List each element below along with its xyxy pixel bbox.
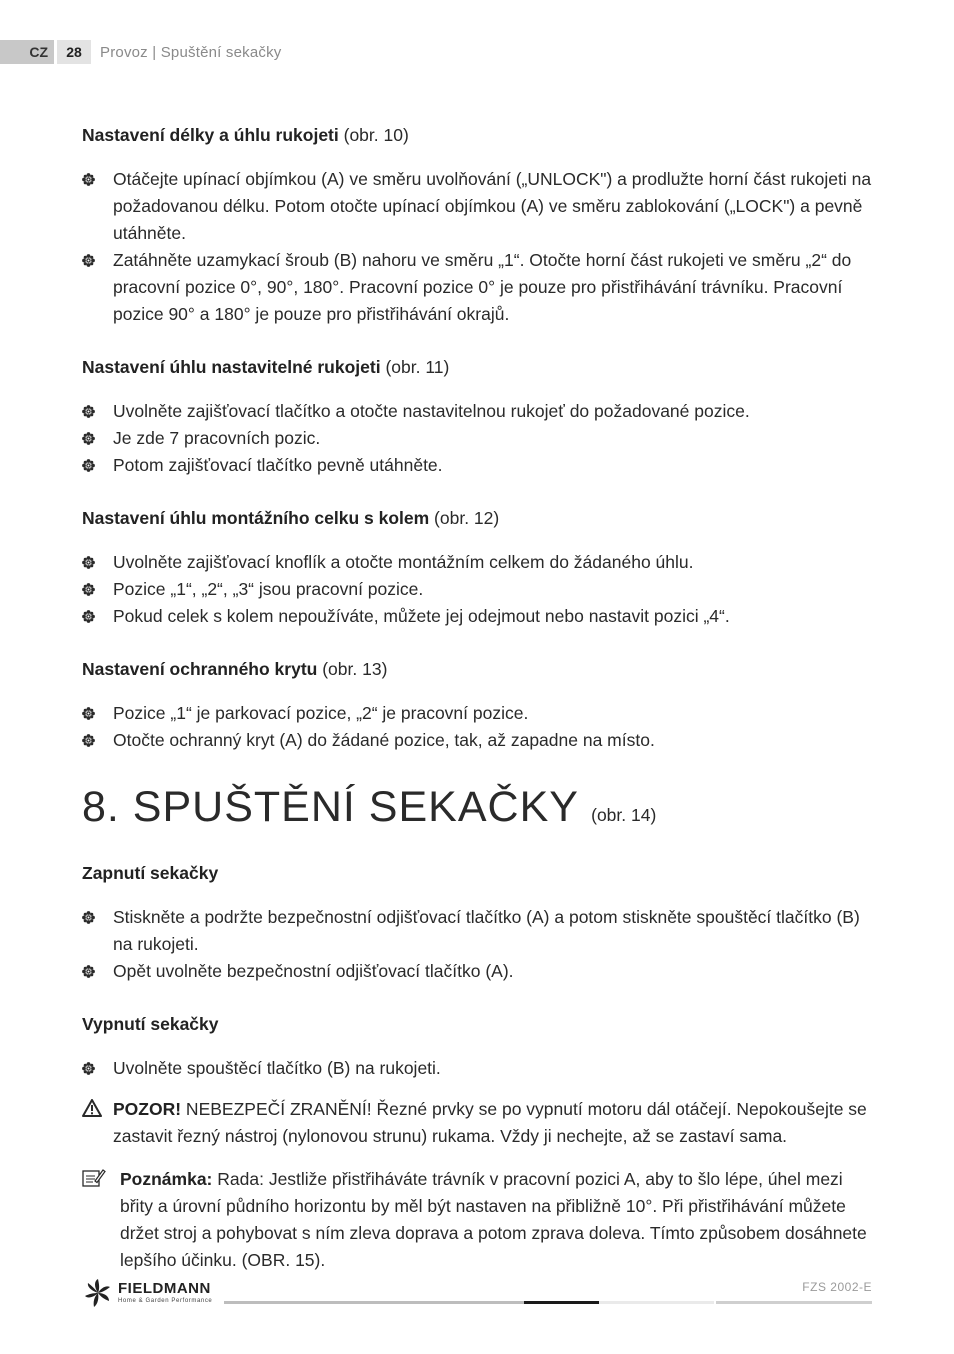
language-label: CZ xyxy=(0,40,54,64)
list-item: Uvolněte spouštěcí tlačítko (B) na rukojeti. xyxy=(82,1055,872,1082)
bullet-list xyxy=(82,700,872,754)
brand-tagline: Home & Garden Performance xyxy=(118,1298,213,1304)
bullet-list xyxy=(82,549,872,630)
bullet-list xyxy=(82,1055,872,1082)
list-item: Stiskněte a podržte bezpečnostní odjišťovací tlačítko (A) a potom stiskněte spouštěcí tlačítko (B) na rukojeti. xyxy=(82,904,872,958)
list-item: Pokud celek s kolem nepoužíváte, můžete jej odejmout nebo nastavit pozici „4“. xyxy=(82,603,872,630)
flower-bullet-icon xyxy=(82,173,95,186)
footer-rule xyxy=(524,1301,599,1304)
warning-text: NEBEZPEČÍ ZRANĚNÍ! Řezné prvky se po vypnutí motoru dál otáčejí. Nepokoušejte se zastavit řezný nástroj (nylonovou strunu) rukama. Vždy ji nechejte, až se zastaví sama. xyxy=(113,1099,867,1146)
model-number: FZS 2002-E xyxy=(802,1280,872,1294)
bullet-list xyxy=(82,166,872,328)
chapter-title: 8. SPUŠTĚNÍ SEKAČKY (obr. 14) xyxy=(82,783,657,831)
flower-bullet-icon xyxy=(82,254,95,267)
page-number: 28 xyxy=(57,40,91,64)
list-item: Pozice „1“ je parkovací pozice, „2“ je pracovní pozice. xyxy=(82,700,872,727)
list-item: Je zde 7 pracovních pozic. xyxy=(82,425,872,452)
flower-bullet-icon xyxy=(82,1062,95,1075)
warning-block xyxy=(82,1096,872,1150)
footer-rule xyxy=(224,1301,524,1304)
list-item: Uvolněte zajišťovací knoflík a otočte montážním celkem do žádaného úhlu. xyxy=(82,549,872,576)
section-heading: Nastavení délky a úhlu rukojeti (obr. 10) xyxy=(82,125,409,145)
list-item: Pozice „1“, „2“, „3“ jsou pracovní pozice. xyxy=(82,576,872,603)
section-heading: Zapnutí sekačky xyxy=(82,863,219,883)
brand-name: FIELDMANN xyxy=(118,1280,211,1297)
list-item: Zatáhněte uzamykací šroub (B) nahoru ve směru „1“. Otočte horní část rukojeti ve směru „2“ do pracovní pozice 0°, 90°, 180°. Pracovní pozice 0° je pouze pro přistřihávání trávníku. Pracovní pozice 90° a 180° je pouze pro přistřihávání okrajů. xyxy=(82,247,872,328)
section-heading: Nastavení úhlu nastavitelné rukojeti (obr. 11) xyxy=(82,357,450,377)
note-pencil-icon xyxy=(82,1168,106,1188)
page-content xyxy=(82,122,872,1274)
flower-bullet-icon xyxy=(82,965,95,978)
flower-bullet-icon xyxy=(82,734,95,747)
warning-label: POZOR! xyxy=(113,1099,182,1119)
flower-bullet-icon xyxy=(82,459,95,472)
section-heading: Vypnutí sekačky xyxy=(82,1014,219,1034)
section-heading: Nastavení úhlu montážního celku s kolem (obr. 12) xyxy=(82,508,500,528)
section-heading: Nastavení ochranného krytu (obr. 13) xyxy=(82,659,388,679)
bullet-list xyxy=(82,398,872,479)
page-header xyxy=(0,40,281,64)
warning-triangle-icon xyxy=(82,1099,102,1117)
flower-bullet-icon xyxy=(82,583,95,596)
fieldmann-fan-logo-icon xyxy=(82,1278,114,1308)
footer-rule xyxy=(599,1301,714,1304)
list-item: Potom zajišťovací tlačítko pevně utáhněte. xyxy=(82,452,872,479)
note-block xyxy=(82,1166,872,1274)
flower-bullet-icon xyxy=(82,707,95,720)
footer-rule xyxy=(716,1301,872,1304)
list-item: Otočte ochranný kryt (A) do žádané pozice, tak, až zapadne na místo. xyxy=(82,727,872,754)
flower-bullet-icon xyxy=(82,556,95,569)
bullet-list xyxy=(82,904,872,985)
flower-bullet-icon xyxy=(82,405,95,418)
brand-logo xyxy=(82,1278,212,1308)
note-label: Poznámka: xyxy=(120,1169,213,1189)
list-item: Opět uvolněte bezpečnostní odjišťovací tlačítko (A). xyxy=(82,958,872,985)
flower-bullet-icon xyxy=(82,911,95,924)
list-item: Otáčejte upínací objímkou (A) ve směru uvolňování („UNLOCK") a prodlužte horní část rukojeti na požadovanou délku. Potom otočte upínací objímkou (A) ve směru zablokování („LOCK") a pevně utáhněte. xyxy=(82,166,872,247)
header-title: Provoz | Spuštění sekačky xyxy=(100,43,282,61)
flower-bullet-icon xyxy=(82,432,95,445)
note-text: Rada: Jestliže přistřiháváte trávník v pracovní pozici A, aby to šlo lépe, úhel mezi břity a úrovní půdního horizontu by měl být nastaven na přibližně 10°. Při přistřihávání můžete držet stroj a pohybovat s ním zleva doprava a potom zprava doleva. Tímto způsobem dosáhnete lepšího účinku. (OBR. 15). xyxy=(120,1169,867,1270)
list-item: Uvolněte zajišťovací tlačítko a otočte nastavitelnou rukojeť do požadované pozice. xyxy=(82,398,872,425)
flower-bullet-icon xyxy=(82,610,95,623)
